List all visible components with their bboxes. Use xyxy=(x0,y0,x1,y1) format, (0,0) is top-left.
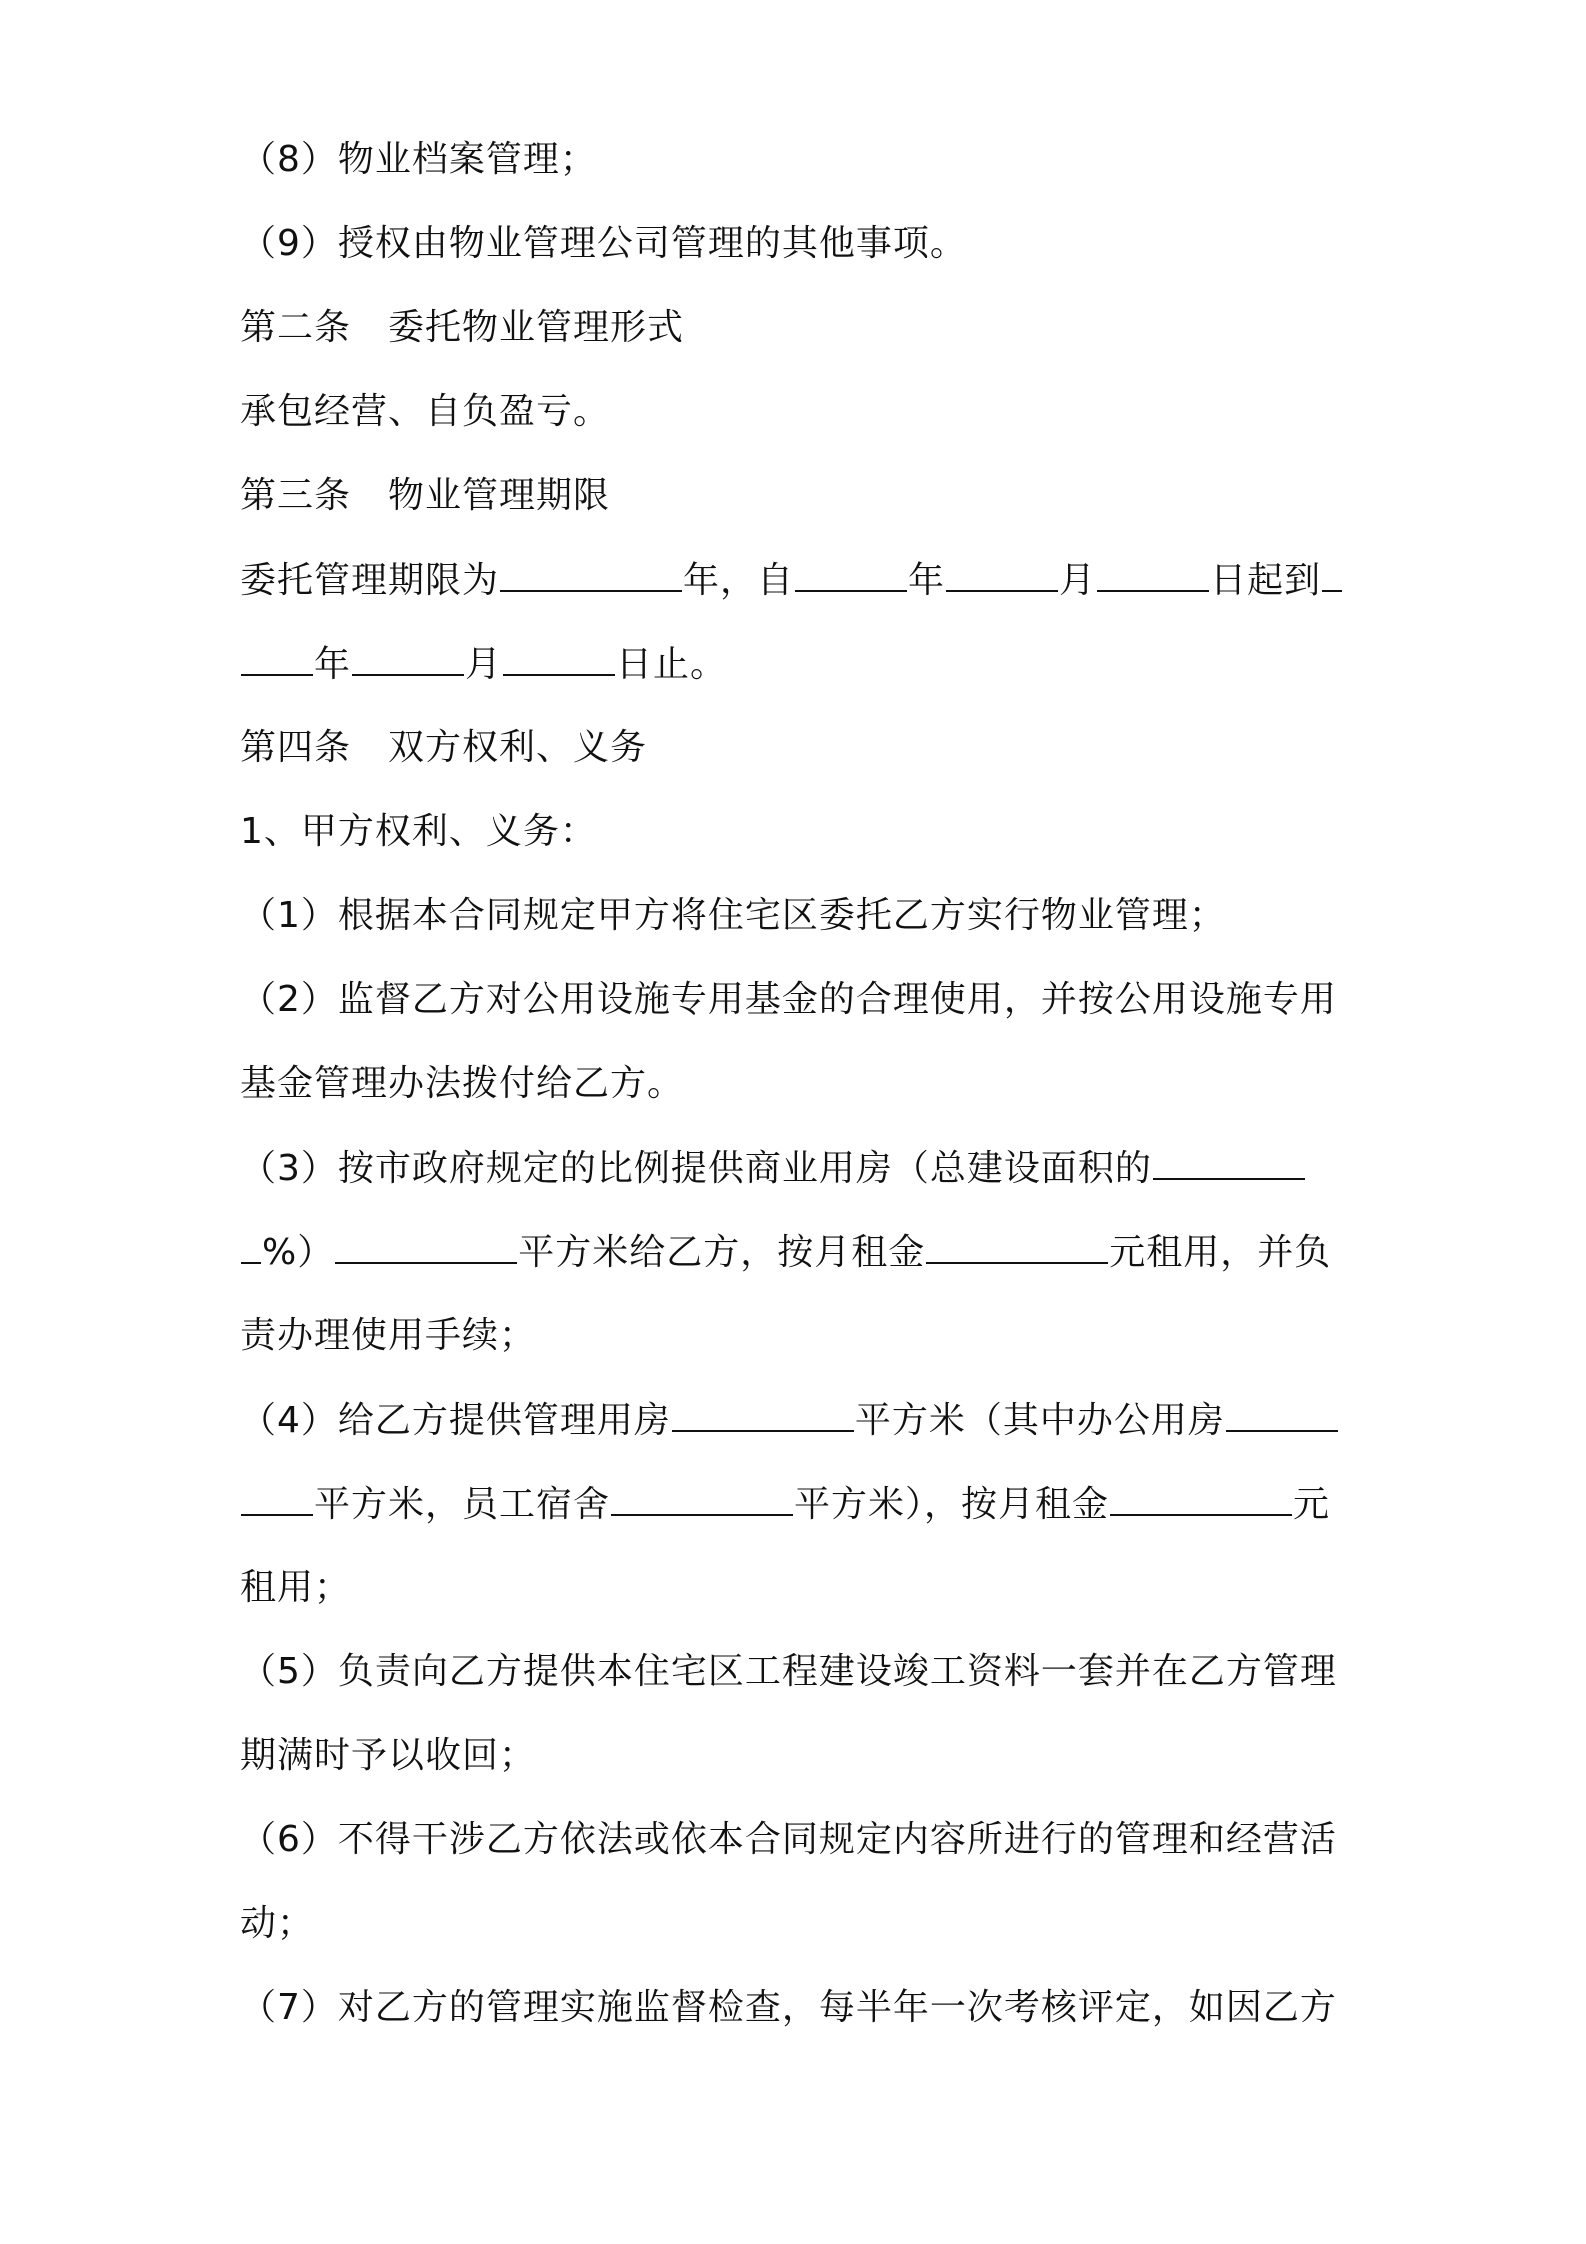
blank-field-management-rent[interactable] xyxy=(1110,1480,1292,1516)
blank-field-dormitory-area[interactable] xyxy=(611,1480,793,1516)
party-a-item-3-cont xyxy=(240,1228,1331,1277)
party-a-item-5-cont: 期满时予以收回； xyxy=(240,1735,537,1776)
party-a-item-6: （6）不得干涉乙方依法或依本合同规定内容所进行的管理和经营活 xyxy=(240,1819,1337,1860)
text-segment: （4）给乙方提供管理用房 xyxy=(240,1400,671,1441)
party-a-item-3-end: 责办理使用手续； xyxy=(240,1315,537,1356)
article-4-heading: 第四条 双方权利、义务 xyxy=(240,727,648,768)
text-segment: 平方米，员工宿舍 xyxy=(314,1484,611,1525)
blank-field-management-area[interactable] xyxy=(672,1396,854,1432)
blank-field-start-day[interactable] xyxy=(1097,556,1209,592)
article-2-body: 承包经营、自负盈亏。 xyxy=(240,391,611,432)
party-a-item-3 xyxy=(240,1144,1306,1193)
text-segment: 元租用，并负 xyxy=(1109,1232,1332,1273)
article-3-heading: 第三条 物业管理期限 xyxy=(240,475,611,516)
text-segment: （3）按市政府规定的比例提供商业用房（总建设面积的 xyxy=(240,1148,1152,1189)
text-segment: 年，自 xyxy=(683,560,795,601)
party-a-item-2-cont: 基金管理办法拨付给乙方。 xyxy=(240,1063,685,1104)
party-a-item-2: （2）监督乙方对公用设施专用基金的合理使用，并按公用设施专用 xyxy=(240,979,1337,1020)
text-segment: 平方米给乙方，按月租金 xyxy=(518,1232,926,1273)
party-a-item-6-cont: 动； xyxy=(240,1903,315,1944)
text-segment: 年 xyxy=(908,560,946,601)
text-segment: 月 xyxy=(465,644,503,685)
blank-field-end-day[interactable] xyxy=(503,640,615,676)
party-a-item-1: （1）根据本合同规定甲方将住宅区委托乙方实行物业管理； xyxy=(240,895,1226,936)
blank-field-commercial-ratio-part1[interactable] xyxy=(1153,1144,1305,1180)
text-segment: 日起到 xyxy=(1210,560,1322,601)
blank-field-commercial-area[interactable] xyxy=(335,1228,517,1264)
text-segment: 元 xyxy=(1293,1484,1331,1525)
blank-field-commercial-ratio-part2[interactable] xyxy=(241,1228,261,1264)
text-segment: 平方米），按月租金 xyxy=(794,1484,1110,1525)
article-2-heading: 第二条 委托物业管理形式 xyxy=(240,307,685,348)
blank-field-end-month[interactable] xyxy=(352,640,464,676)
blank-field-office-area-part1[interactable] xyxy=(1226,1396,1338,1432)
party-a-item-4 xyxy=(240,1396,1339,1445)
text-segment: 平方米（其中办公用房 xyxy=(854,1400,1225,1441)
blank-field-commercial-rent[interactable] xyxy=(926,1228,1108,1264)
blank-field-start-month[interactable] xyxy=(946,556,1058,592)
clause-line-8-archives: （8）物业档案管理； xyxy=(240,139,597,180)
party-a-item-7: （7）对乙方的管理实施监督检查，每半年一次考核评定，如因乙方 xyxy=(240,1987,1337,2028)
party-a-item-4-end: 租用； xyxy=(240,1567,352,1608)
party-a-item-5: （5）负责向乙方提供本住宅区工程建设竣工资料一套并在乙方管理 xyxy=(240,1651,1337,1692)
blank-field-office-area-part2[interactable] xyxy=(241,1480,313,1516)
term-end-line xyxy=(240,640,727,689)
blank-field-end-year-part1[interactable] xyxy=(1322,556,1342,592)
text-segment: %） xyxy=(262,1232,335,1273)
blank-field-end-year-part2[interactable] xyxy=(241,640,313,676)
party-a-item-4-cont xyxy=(240,1480,1330,1529)
blank-field-term-years[interactable] xyxy=(500,556,682,592)
party-a-heading: 1、甲方权利、义务： xyxy=(240,811,597,852)
blank-field-start-year[interactable] xyxy=(795,556,907,592)
clause-line-9-other-matters: （9）授权由物业管理公司管理的其他事项。 xyxy=(240,223,967,264)
text-segment: 年 xyxy=(314,644,352,685)
text-segment: 月 xyxy=(1059,560,1097,601)
text-segment: 委托管理期限为 xyxy=(240,560,500,601)
term-period-line xyxy=(240,556,1343,605)
text-segment: 日止。 xyxy=(616,644,728,685)
